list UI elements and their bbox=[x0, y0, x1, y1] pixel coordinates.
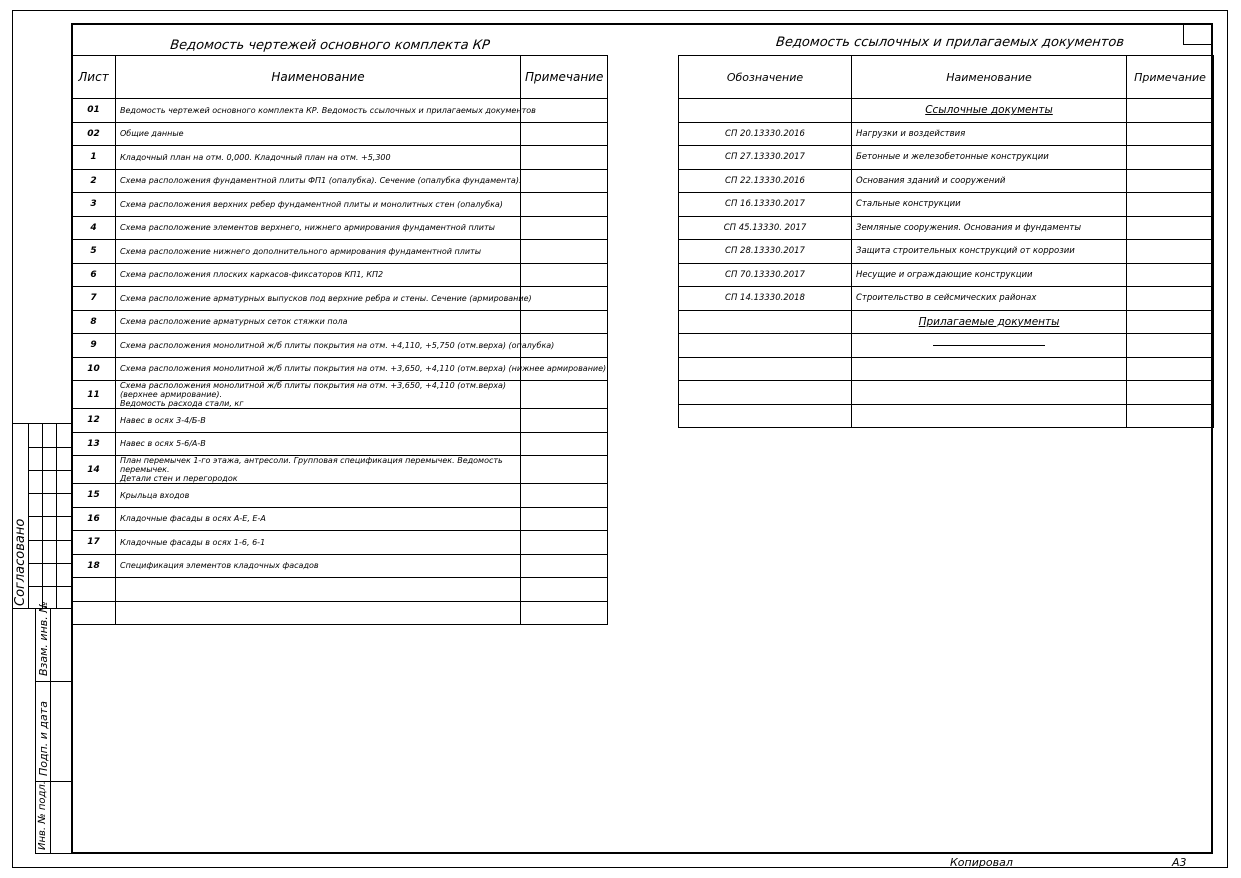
right-table-title: Ведомость ссылочных и прилагаемых документов bbox=[775, 35, 1125, 50]
sheet-name-line: Схема расположение нижнего дополнительного армирования фундаментной плиты bbox=[120, 246, 482, 256]
sheet-note bbox=[521, 122, 608, 146]
sheet-name-line: План перемычек 1-го этажа, антресоли. Групповая спецификация перемычек. Ведомость перемычек. bbox=[120, 456, 503, 474]
table-row bbox=[72, 193, 608, 217]
sheet-name bbox=[116, 287, 532, 311]
left-table-title: Ведомость чертежей основного комплекта КР bbox=[169, 38, 491, 53]
sheet-number: 01 bbox=[72, 99, 116, 123]
sheet-name-line: Крыльца входов bbox=[120, 490, 190, 500]
doc-name: Защита строительных конструкций от коррозии bbox=[852, 240, 1127, 264]
empty-cell bbox=[679, 334, 852, 358]
blank-underline bbox=[933, 345, 1045, 346]
sheet-note bbox=[521, 432, 608, 456]
empty-row bbox=[679, 404, 1214, 428]
section-row bbox=[679, 99, 1214, 123]
table-row bbox=[679, 169, 1214, 193]
sheet-number: 02 bbox=[72, 122, 116, 146]
doc-designation: СП 70.13330.2017 bbox=[679, 263, 852, 287]
sheet-name bbox=[116, 263, 521, 287]
sheet-number: 5 bbox=[72, 240, 116, 264]
empty-cell bbox=[521, 601, 608, 625]
empty-cell bbox=[1127, 334, 1214, 358]
empty-row bbox=[679, 357, 1214, 381]
table-row bbox=[72, 507, 608, 531]
sheet-name bbox=[116, 357, 607, 381]
table-row bbox=[72, 310, 608, 334]
empty-cell bbox=[116, 578, 521, 602]
sheet-note bbox=[521, 484, 608, 508]
drawings-list-table bbox=[71, 55, 608, 625]
sheet-number: 13 bbox=[72, 432, 116, 456]
sheet-number: 4 bbox=[72, 216, 116, 240]
sheet-name-line: Схема расположение арматурных сеток стяжки пола bbox=[120, 317, 348, 327]
sheet-number: 8 bbox=[72, 310, 116, 334]
sheet-number: 17 bbox=[72, 531, 116, 555]
empty-cell bbox=[1127, 357, 1214, 381]
table-row bbox=[72, 263, 608, 287]
sheet-name-line: Схема расположение элементов верхнего, нижнего армирования фундаментной плиты bbox=[120, 223, 495, 233]
table-row bbox=[679, 146, 1214, 170]
empty-cell bbox=[852, 381, 1127, 405]
sheet-number: 10 bbox=[72, 357, 116, 381]
sheet-name-line: Навес в осях 5-6/А-В bbox=[120, 439, 206, 449]
section-title bbox=[852, 310, 1127, 334]
section-row bbox=[679, 310, 1214, 334]
doc-name: Несущие и ограждающие конструкции bbox=[852, 263, 1127, 287]
sheet-name-line: Спецификация элементов кладочных фасадов bbox=[120, 561, 319, 571]
sheet-name-line: Ведомость чертежей основного комплекта КР. Ведомость ссылочных и прилагаемых документов bbox=[120, 105, 536, 115]
doc-note bbox=[1127, 169, 1214, 193]
doc-note bbox=[1127, 287, 1214, 311]
table-row bbox=[679, 240, 1214, 264]
sheet-name-line: Схема расположения плоских каркасов-фиксаторов КП1, КП2 bbox=[120, 270, 384, 280]
table-row bbox=[72, 531, 608, 555]
table-row bbox=[72, 409, 608, 433]
sheet-name-line: Схема расположение арматурных выпусков под верхние ребра и стены. Сечение (армирование) bbox=[120, 293, 532, 303]
sheet-name bbox=[116, 531, 521, 555]
doc-designation: СП 14.13330.2018 bbox=[679, 287, 852, 311]
sheet-number: 15 bbox=[72, 484, 116, 508]
sheet-name bbox=[116, 99, 536, 123]
empty-cell bbox=[679, 381, 852, 405]
sheet-name-line-2: Детали стен и перегородок bbox=[120, 474, 238, 483]
table-row bbox=[72, 432, 608, 456]
empty-cell bbox=[852, 357, 1127, 381]
sheet-name-line: Кладочные фасады в осях А-Е, Е-А bbox=[120, 514, 266, 524]
agreed-label: Согласовано bbox=[13, 518, 28, 606]
table-row bbox=[72, 334, 608, 358]
sheet-note bbox=[521, 240, 608, 264]
table-header-row bbox=[679, 56, 1214, 99]
empty-cell bbox=[1127, 381, 1214, 405]
table-row bbox=[72, 169, 608, 193]
empty-cell bbox=[1127, 310, 1214, 334]
sheet-number: 1 bbox=[72, 146, 116, 170]
copied-label: Копировал bbox=[950, 856, 1013, 869]
sheet-note bbox=[521, 169, 608, 193]
sheet-note bbox=[521, 310, 608, 334]
table-row bbox=[72, 99, 608, 123]
table-row bbox=[72, 122, 608, 146]
empty-cell bbox=[1127, 99, 1214, 123]
empty-cell bbox=[72, 601, 116, 625]
sheet-number: 6 bbox=[72, 263, 116, 287]
header-note: Примечание bbox=[1127, 56, 1214, 99]
sheet-number: 11 bbox=[72, 381, 116, 409]
sheet-name bbox=[116, 456, 521, 484]
sheet-note bbox=[521, 409, 608, 433]
sheet-note bbox=[521, 531, 608, 555]
sheet-number: 3 bbox=[72, 193, 116, 217]
documents-list-table bbox=[678, 55, 1214, 428]
sheet-name bbox=[116, 554, 521, 578]
sheet-note bbox=[521, 193, 608, 217]
doc-designation: СП 27.13330.2017 bbox=[679, 146, 852, 170]
doc-designation: СП 16.13330.2017 bbox=[679, 193, 852, 217]
table-row bbox=[679, 263, 1214, 287]
doc-name: Основания зданий и сооружений bbox=[852, 169, 1127, 193]
empty-cell bbox=[116, 601, 521, 625]
sheet-name-line: Схема расположения фундаментной плиты ФП1 (опалубка). Сечение (опалубка фундамента). bbox=[120, 176, 522, 186]
sheet-number: 14 bbox=[72, 456, 116, 484]
blank-line-cell bbox=[852, 334, 1127, 358]
sheet-name bbox=[116, 146, 521, 170]
table-row bbox=[72, 554, 608, 578]
empty-row bbox=[72, 578, 608, 602]
empty-cell bbox=[72, 578, 116, 602]
sheet-name-line: Схема расположения верхних ребер фундаментной плиты и монолитных стен (опалубка) bbox=[120, 199, 503, 209]
sheet-number: 12 bbox=[72, 409, 116, 433]
doc-name: Нагрузки и воздействия bbox=[852, 122, 1127, 146]
doc-note bbox=[1127, 216, 1214, 240]
sheet-name-line: Кладочный план на отм. 0,000. Кладочный план на отм. +5,300 bbox=[120, 152, 391, 162]
sheet-note bbox=[521, 554, 608, 578]
sheet-note bbox=[521, 216, 608, 240]
sheet-name bbox=[116, 484, 521, 508]
sheet-name-line: Навес в осях 3-4/Б-В bbox=[120, 415, 206, 425]
sheet-note bbox=[521, 287, 608, 311]
table-row bbox=[72, 240, 608, 264]
empty-cell bbox=[679, 357, 852, 381]
header-designation: Обозначение bbox=[679, 56, 852, 99]
table-row bbox=[72, 456, 608, 484]
sheet-note bbox=[521, 263, 608, 287]
sheet-number: 2 bbox=[72, 169, 116, 193]
doc-designation: СП 28.13330.2017 bbox=[679, 240, 852, 264]
sheet-name bbox=[116, 240, 521, 264]
table-row bbox=[72, 216, 608, 240]
format-label: А3 bbox=[1172, 856, 1187, 869]
sheet-number: 9 bbox=[72, 334, 116, 358]
sheet-name bbox=[116, 216, 521, 240]
sheet-note bbox=[521, 456, 608, 484]
sheet-number: 18 bbox=[72, 554, 116, 578]
empty-cell bbox=[679, 99, 852, 123]
sheet-name-line: Схема расположения монолитной ж/б плиты покрытия на отм. +3,650, +4,110 (отм.верха) (нижнее армирование) bbox=[120, 364, 607, 374]
sheet-name bbox=[116, 334, 555, 358]
header-name: Наименование bbox=[116, 56, 521, 99]
doc-name: Земляные сооружения. Основания и фундаменты bbox=[852, 216, 1127, 240]
table-row bbox=[679, 193, 1214, 217]
inv-replace-label: Взам. инв. № bbox=[37, 601, 50, 676]
section-title-text: Прилагаемые документы bbox=[918, 315, 1060, 328]
empty-cell bbox=[521, 578, 608, 602]
sheet-name-line: Общие данные bbox=[120, 129, 184, 139]
doc-designation: СП 45.13330. 2017 bbox=[679, 216, 852, 240]
sheet-number: 7 bbox=[72, 287, 116, 311]
doc-note bbox=[1127, 122, 1214, 146]
table-header-row bbox=[72, 56, 608, 99]
sheet-name bbox=[116, 507, 521, 531]
doc-name: Бетонные и железобетонные конструкции bbox=[852, 146, 1127, 170]
section-title-text: Ссылочные документы bbox=[925, 104, 1053, 117]
sheet-name-line-2: Ведомость расхода стали, кг bbox=[120, 399, 244, 408]
sheet-name bbox=[116, 193, 521, 217]
table-row bbox=[679, 122, 1214, 146]
empty-cell bbox=[679, 404, 852, 428]
doc-designation: СП 22.13330.2016 bbox=[679, 169, 852, 193]
sheet-note bbox=[521, 381, 608, 409]
sheet-name-line: Кладочные фасады в осях 1-6, 6-1 bbox=[120, 537, 266, 547]
table-row bbox=[72, 287, 608, 311]
header-sheet: Лист bbox=[72, 56, 116, 99]
doc-note bbox=[1127, 146, 1214, 170]
empty-cell bbox=[1127, 404, 1214, 428]
sheet-name bbox=[116, 310, 521, 334]
table-row bbox=[72, 357, 608, 381]
sheet-note bbox=[521, 146, 608, 170]
empty-cell bbox=[679, 310, 852, 334]
sheet-name bbox=[116, 409, 521, 433]
doc-note bbox=[1127, 193, 1214, 217]
doc-designation: СП 20.13330.2016 bbox=[679, 122, 852, 146]
sheet-note bbox=[521, 507, 608, 531]
empty-row bbox=[679, 381, 1214, 405]
sheet-name bbox=[116, 432, 521, 456]
doc-name: Стальные конструкции bbox=[852, 193, 1127, 217]
sign-date-label: Подп. и дата bbox=[37, 701, 50, 776]
sheet-name-line: Схема расположения монолитной ж/б плиты покрытия на отм. +3,650, +4,110 (отм.верха) (верхнее армирование). bbox=[120, 381, 506, 399]
doc-name: Строительство в сейсмических районах bbox=[852, 287, 1127, 311]
table-row bbox=[679, 287, 1214, 311]
sheet-name bbox=[116, 381, 521, 409]
sheet-number: 16 bbox=[72, 507, 116, 531]
empty-cell bbox=[852, 404, 1127, 428]
empty-row bbox=[72, 601, 608, 625]
sheet-name-line: Схема расположения монолитной ж/б плиты покрытия на отм. +4,110, +5,750 (отм.верха) (опалубка) bbox=[120, 340, 555, 350]
header-name: Наименование bbox=[852, 56, 1127, 99]
doc-note bbox=[1127, 263, 1214, 287]
section-title bbox=[852, 99, 1127, 123]
table-row bbox=[72, 381, 608, 409]
header-note: Примечание bbox=[521, 56, 608, 99]
table-row bbox=[72, 146, 608, 170]
sheet-name bbox=[116, 169, 521, 193]
empty-row bbox=[679, 334, 1214, 358]
sheet-name bbox=[116, 122, 521, 146]
table-row bbox=[72, 484, 608, 508]
doc-note bbox=[1127, 240, 1214, 264]
inv-orig-label: Инв. № подл. bbox=[37, 781, 48, 850]
table-row bbox=[679, 216, 1214, 240]
